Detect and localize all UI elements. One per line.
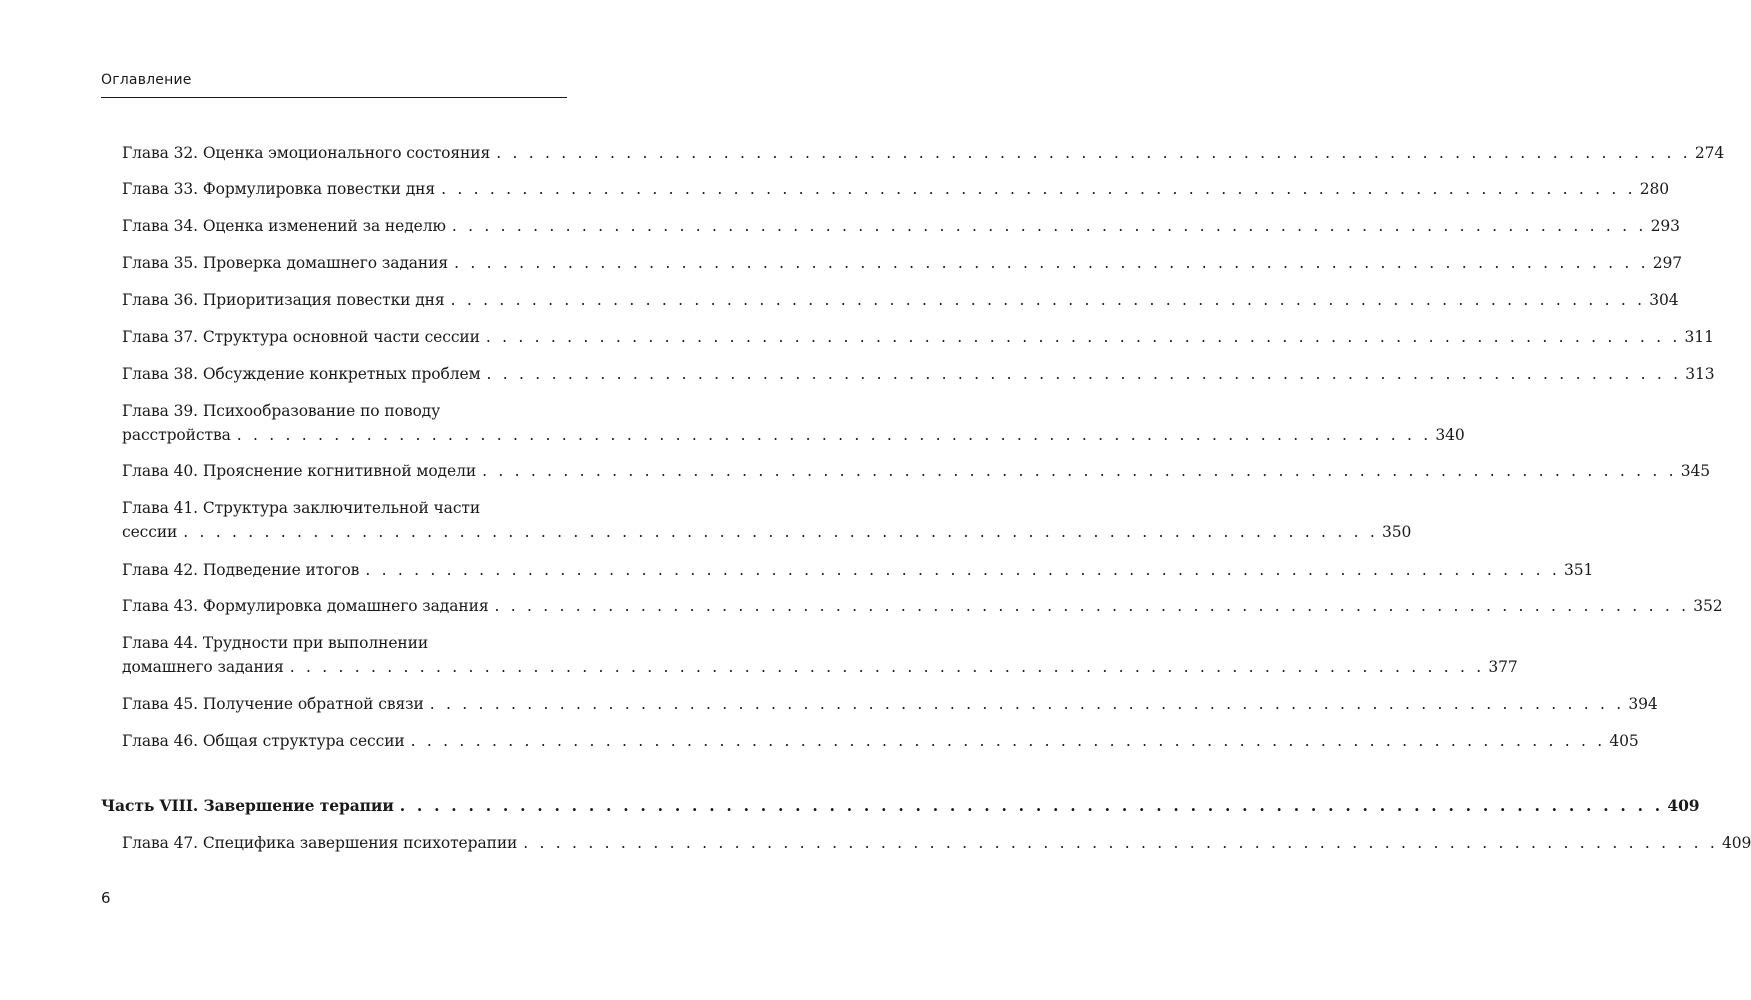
toc-entry-page: 340 xyxy=(1435,426,1465,444)
toc-entry-page: 394 xyxy=(1628,695,1658,713)
toc-entry[interactable] xyxy=(122,694,1658,714)
toc-entry-title: Глава 32. Оценка эмоционального состояния xyxy=(122,144,491,162)
toc-entry-title: Глава 45. Получение обратной связи xyxy=(122,695,424,713)
toc-entry-title: Глава 36. Приоритизация повестки дня xyxy=(122,291,445,309)
dot-leader: . . . . . . . . . . . . . . . . . . . . . . . . . . . . . . . . . . . . . . . . . . . . . . . . . . . . . . . . . . . . . . . . . . . . . . . . . . xyxy=(450,291,1646,309)
toc-entry-page: 297 xyxy=(1652,254,1683,272)
toc-entry-title-cont: сессии xyxy=(122,523,178,541)
toc-entry-page: 274 xyxy=(1694,144,1725,162)
dot-leader: . . . . . . . . . . . . . . . . . . . . . . . . . . . . . . . . . . . . . . . . . . . . . . . . . . . . . . . . . . . . . . . . . . . . . . . . . . xyxy=(494,597,1690,615)
toc-entry-page: 377 xyxy=(1488,658,1518,676)
dot-leader: . . . . . . . . . . . . . . . . . . . . . . . . . . . . . . . . . . . . . . . . . . . . . . . . . . . . . . . . . . . . . . . . . . . . . . . . . . xyxy=(451,217,1647,235)
toc-entry[interactable] xyxy=(122,290,1679,310)
toc-entry-title: Глава 33. Формулировка повестки дня xyxy=(122,180,436,198)
toc-entry-title: Глава 38. Обсуждение конкретных проблем xyxy=(122,365,481,383)
toc-entry-title: Глава 41. Структура заключительной части xyxy=(122,499,481,517)
toc-entry-title: Глава 39. Психообразование по поводу xyxy=(122,402,441,420)
dot-leader: . . . . . . . . . . . . . . . . . . . . . . . . . . . . . . . . . . . . . . . . . . . . . . . . . . . . . . . . . . . . . . . . . . . . . . . . . . xyxy=(289,658,1485,676)
toc-entry[interactable] xyxy=(122,216,1680,236)
dot-leader: . . . . . . . . . . . . . . . . . . . . . . . . . . . . . . . . . . . . . . . . . . . . . . . . . . . . . . . . . . . . . . . . . . . . . . . . . . xyxy=(523,834,1718,852)
dot-leader: . . . . . . . . . . . . . . . . . . . . . . . . . . . . . . . . . . . . . . . . . . . . . . . . . . . . . . . . . . . . . . . . . . . . . . . . . . xyxy=(410,732,1606,750)
toc-entry[interactable] xyxy=(122,731,1639,751)
toc-entry-continuation xyxy=(122,522,1412,542)
header-rule xyxy=(101,97,567,98)
toc-entry-title: Глава 43. Формулировка домашнего задания xyxy=(122,597,489,615)
toc-entry-page: 409 xyxy=(1721,834,1751,852)
toc-entry-page: 280 xyxy=(1639,180,1670,198)
toc-entry-page: 405 xyxy=(1609,732,1639,750)
dot-leader: . . . . . . . . . . . . . . . . . . . . . . . . . . . . . . . . . . . . . . . . . . . . . . . . . . . . . . . . . . . . . . . . . . . . . . . . . . xyxy=(183,523,1378,541)
dot-leader: . . . . . . . . . . . . . . . . . . . . . . . . . . . . . . . . . . . . . . . . . . . . . . . . . . . . . . . . . . . . . . . . . . . . . . . . . . xyxy=(429,695,1625,713)
toc-entry[interactable] xyxy=(122,461,1711,481)
toc-entry-title: Глава 35. Проверка домашнего задания xyxy=(122,254,449,272)
toc-entry[interactable] xyxy=(122,327,1714,347)
toc-entry-page: 345 xyxy=(1680,462,1711,480)
toc-entry-page: 351 xyxy=(1563,561,1594,579)
toc-entry[interactable] xyxy=(122,833,1751,853)
toc-entry-page: 311 xyxy=(1684,328,1714,346)
page-number: 6 xyxy=(101,889,111,907)
dot-leader: . . . . . . . . . . . . . . . . . . . . . . . . . . . . . . . . . . . . . . . . . . . . . . . . . . . . . . . . . . . . . . . . . . . . . . . . . . xyxy=(236,426,1432,444)
toc-part-page: 409 xyxy=(1667,796,1700,815)
toc-entry-continuation xyxy=(122,657,1518,677)
running-head: Оглавление xyxy=(101,72,192,88)
dot-leader: . . . . . . . . . . . . . . . . . . . . . . . . . . . . . . . . . . . . . . . . . . . . . . . . . . . . . . . . . . . . . . . . . . . . . . . . . . xyxy=(482,462,1677,480)
toc-entry-title: Глава 34. Оценка изменений за неделю xyxy=(122,217,446,235)
toc-entry-continuation xyxy=(122,425,1465,445)
toc-entry[interactable] xyxy=(122,253,1683,273)
toc-part-entry[interactable] xyxy=(101,796,1700,816)
toc-entry-title: Глава 47. Специфика завершения психотерапии xyxy=(122,834,518,852)
dot-leader: . . . . . . . . . . . . . . . . . . . . . . . . . . . . . . . . . . . . . . . . . . . . . . . . . . . . . . . . . . . . . . . . . . . . . . . . . . xyxy=(365,561,1560,579)
toc-entry-title: Глава 42. Подведение итогов xyxy=(122,561,360,579)
toc-entry-title-cont: домашнего задания xyxy=(122,658,284,676)
toc-entry-title: Глава 46. Общая структура сессии xyxy=(122,732,405,750)
toc-entry-page: 293 xyxy=(1650,217,1680,235)
dot-leader: . . . . . . . . . . . . . . . . . . . . . . . . . . . . . . . . . . . . . . . . . . . . . . . . . . . . . . . . . . . . . . . . . . . . . . . . . . xyxy=(486,365,1682,383)
dot-leader: . . . . . . . . . . . . . . . . . . . . . . . . . . . . . . . . . . . . . . . . . . . . . . . . . . . . . . . . . . . . . . . . . . . . . . . . . . xyxy=(399,796,1664,815)
toc-entry-title: Глава 40. Прояснение когнитивной модели xyxy=(122,462,477,480)
toc-entry-page: 304 xyxy=(1649,291,1679,309)
toc-entry-page: 350 xyxy=(1381,523,1412,541)
dot-leader: . . . . . . . . . . . . . . . . . . . . . . . . . . . . . . . . . . . . . . . . . . . . . . . . . . . . . . . . . . . . . . . . . . . . . . . . . . xyxy=(441,180,1636,198)
toc-entry-title: Глава 37. Структура основной части сессии xyxy=(122,328,480,346)
dot-leader: . . . . . . . . . . . . . . . . . . . . . . . . . . . . . . . . . . . . . . . . . . . . . . . . . . . . . . . . . . . . . . . . . . . . . . . . . . xyxy=(496,144,1691,162)
toc-entry-page: 352 xyxy=(1693,597,1723,615)
toc-part-title: Часть VIII. Завершение терапии xyxy=(101,796,394,815)
dot-leader: . . . . . . . . . . . . . . . . . . . . . . . . . . . . . . . . . . . . . . . . . . . . . . . . . . . . . . . . . . . . . . . . . . . . . . . . . . xyxy=(454,254,1649,272)
toc-entry-title-cont: расстройства xyxy=(122,426,231,444)
toc-entry-title: Глава 44. Трудности при выполнении xyxy=(122,634,429,652)
toc-entry[interactable] xyxy=(122,596,1723,616)
dot-leader: . . . . . . . . . . . . . . . . . . . . . . . . . . . . . . . . . . . . . . . . . . . . . . . . . . . . . . . . . . . . . . . . . . . . . . . . . . xyxy=(485,328,1681,346)
toc-entry[interactable] xyxy=(122,364,1715,384)
toc-entry-page: 313 xyxy=(1685,365,1715,383)
toc-entry[interactable] xyxy=(122,179,1670,199)
toc-entry[interactable] xyxy=(122,560,1594,580)
toc-entry[interactable] xyxy=(122,143,1725,163)
